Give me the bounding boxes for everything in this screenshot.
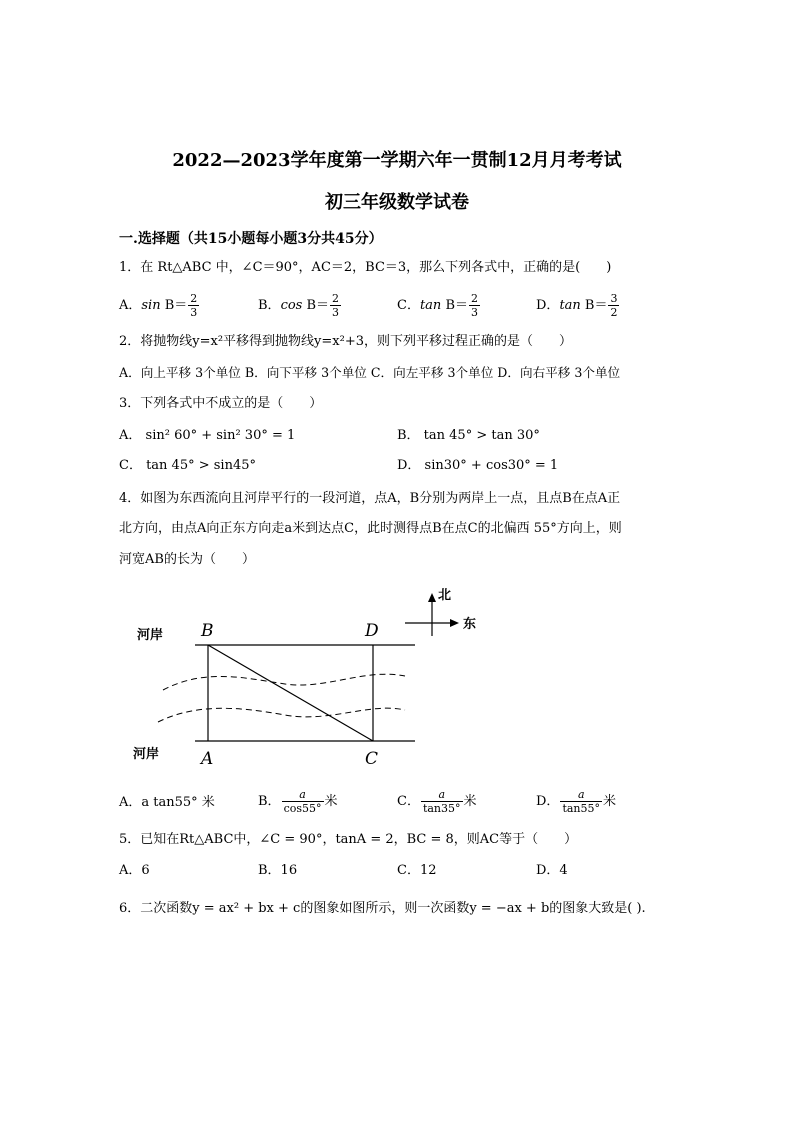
label-east: 东 xyxy=(463,617,477,632)
question-3-stem: 3．下列各式中不成立的是（ ） xyxy=(119,396,323,411)
question-4-stem-line-1: 4．如图为东西流向且河岸平行的一段河道，点A，B分别为两岸上一点，且点B在点A正 xyxy=(119,491,621,506)
q3-option-d: D． sin30° + cos30° = 1 xyxy=(397,458,559,473)
q4-option-d: D． $\frac{a}{\tan 55^\circ}$ 米 xyxy=(536,788,617,815)
q5-option-a: A．6 xyxy=(119,863,150,878)
label-point-a: A xyxy=(201,749,214,769)
q1-option-b: B．cos B＝ $\frac{2}{3}$ xyxy=(258,292,340,319)
question-6-stem: 6．二次函数y = ax² + bx + c的图象如图所示，则一次函数y = −ax + b的图象大致是( ). xyxy=(119,901,646,916)
q1-option-c: C．tan B＝ $\frac{2}{3}$ xyxy=(397,292,478,319)
q5-option-c: C．12 xyxy=(397,863,437,878)
label-north: 北 xyxy=(438,588,452,603)
q3-option-b: B． tan 45° > tan 30° xyxy=(397,428,540,443)
q3-option-a: A． sin² 60° + sin² 30° = 1 xyxy=(119,428,296,443)
question-4-stem-line-3: 河宽AB的长为（ ） xyxy=(119,552,255,567)
label-bank-top: 河岸 xyxy=(137,628,164,643)
label-point-c: C xyxy=(365,749,379,769)
river-wave-upper xyxy=(163,674,405,690)
q2-options: A．向上平移 3个单位 B．向下平移 3个单位 C．向左平移 3个单位 D．向右平移 3个单位 xyxy=(119,365,621,380)
segment-bc xyxy=(208,645,373,741)
q4-option-b: B． $\frac{a}{\cos 55^\circ}$ 米 xyxy=(258,788,338,815)
section-heading: 一.选择题（共15小题每小题3分共45分） xyxy=(119,231,383,247)
exam-subtitle: 初三年级数学试卷 xyxy=(325,192,469,213)
question-1-stem: 1．在 Rt△ABC 中，∠C＝90°，AC＝2，BC＝3，那么下列各式中，正确的是( ) xyxy=(119,260,612,275)
q1-option-d: D．tan B＝ $\frac{3}{2}$ xyxy=(536,292,618,319)
question-5-stem: 5．已知在Rt△ABC中，∠C = 90°，tanA = 2，BC = 8，则AC等于（ ） xyxy=(119,832,578,847)
label-point-b: B xyxy=(201,621,214,641)
exam-title: 2022—2023学年度第一学期六年一贯制12月月考考试 xyxy=(172,150,622,171)
q1-option-a: A．sin B＝ $\frac{2}{3}$ xyxy=(119,292,198,319)
label-bank-bottom: 河岸 xyxy=(133,747,160,762)
q4-option-c: C． $\frac{a}{\tan 35^\circ}$ 米 xyxy=(397,788,477,815)
q3-option-c: C． tan 45° > sin45° xyxy=(119,458,257,473)
river-wave-lower xyxy=(158,708,405,722)
question-4-stem-line-2: 北方向，由点A向正东方向走a米到达点C，此时测得点B在点C的北偏西 55°方向上，则 xyxy=(119,521,622,536)
q4-option-a: A．a tan55° 米 xyxy=(119,795,215,810)
label-point-d: D xyxy=(365,621,379,641)
river-diagram xyxy=(125,580,495,770)
question-2-stem: 2．将抛物线y=x²平移得到抛物线y=x²+3，则下列平移过程正确的是（ ） xyxy=(119,334,572,349)
q5-option-b: B．16 xyxy=(258,863,298,878)
q5-option-d: D．4 xyxy=(536,863,568,878)
